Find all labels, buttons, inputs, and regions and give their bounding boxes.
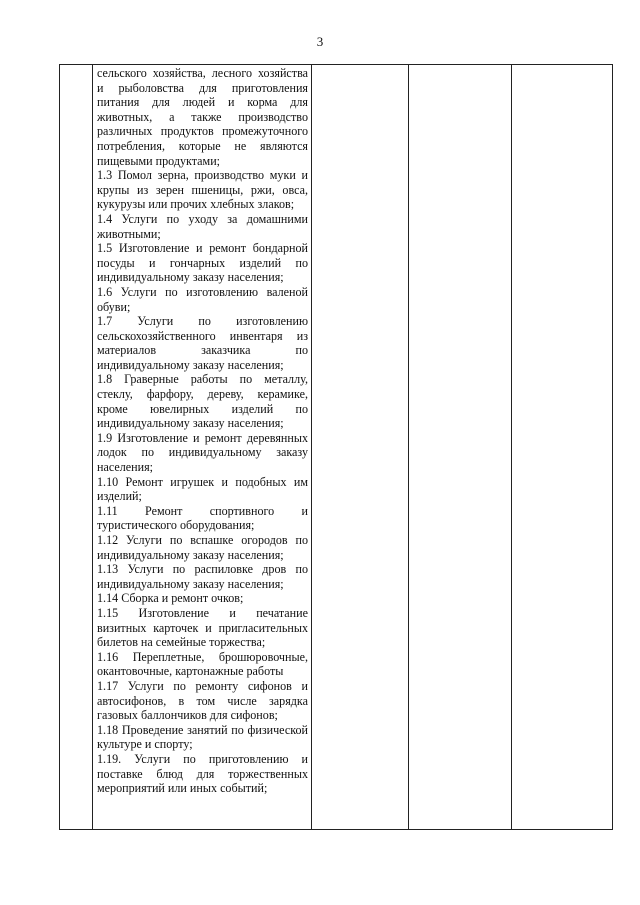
list-item: 1.7 Услуги по изготовлению сельскохозяйственного инвентаря из материалов заказчика по индивидуальному заказу населения; [97,314,308,372]
list-item: 1.6 Услуги по изготовлению валеной обуви; [97,284,308,314]
page-number: 3 [316,34,324,49]
list-item: 1.5 Изготовление и ремонт бондарной посуды и гончарных изделий по индивидуальному заказу населения; [97,241,308,285]
services-cell [93,65,312,830]
list-item: 1.13 Услуги по распиловке дров по индивидуальному заказу населения; [97,562,308,591]
list-item: 1.17 Услуги по ремонту сифонов и автосифонов, в том числе зарядка газовых баллончиков для сифонов; [97,678,308,723]
empty-cell [312,65,409,830]
list-item: 1.3 Помол зерна, производство муки и крупы из зерен пшеницы, ржи, овса, кукурузы или прочих хлебных злаков; [97,168,308,212]
empty-cell [409,65,512,830]
empty-cell [512,65,613,830]
list-item: 1.19. Услуги по приготовлению и поставке блюд для торжественных мероприятий или иных событий; [97,751,308,796]
list-item: 1.9 Изготовление и ремонт деревянных лодок по индивидуальному заказу населения; [97,430,308,475]
list-item: 1.16 Переплетные, брошюровочные, окантовочные, картонажные работы [97,649,308,679]
list-item: сельского хозяйства, лесного хозяйства и рыболовства для приготовления питания для людей и корма для животных, а также производство различных продуктов промежуточного потребления, которые не являются пищевыми продуктами; [97,66,308,168]
number-cell [60,65,93,830]
list-item: 1.12 Услуги по вспашке огородов по индивидуальному заказу населения; [97,533,308,562]
list-item: 1.18 Проведение занятий по физической культуре и спорту; [97,722,308,752]
list-item: 1.11 Ремонт спортивного и туристического оборудования; [97,503,308,533]
list-item: 1.8 Граверные работы по металлу, стеклу, фарфору, дереву, керамике, кроме ювелирных изделий по индивидуальному заказу населения; [97,372,308,431]
services-table [59,64,613,830]
list-item: 1.10 Ремонт игрушек и подобных им изделий; [97,474,308,504]
list-item: 1.15 Изготовление и печатание визитных карточек и пригласительных билетов на семейные торжества; [97,605,308,650]
list-item: 1.4 Услуги по уходу за домашними животными; [97,211,308,241]
list-item: 1.14 Сборка и ремонт очков; [97,591,244,606]
services-list [93,65,311,796]
table-row [60,65,613,830]
